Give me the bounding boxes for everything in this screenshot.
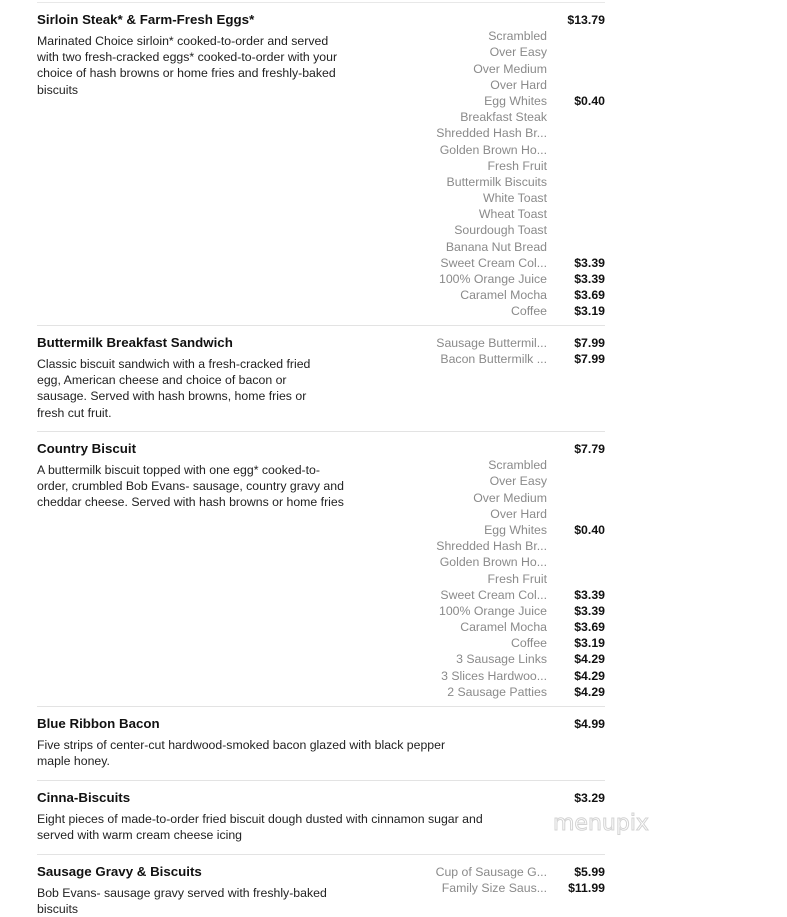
option-price: $4.99 [574, 717, 605, 731]
menu-item-cinna-biscuits [37, 780, 605, 854]
option-row [405, 77, 605, 93]
option-row [405, 603, 605, 619]
menu-item-sausage-gravy-biscuits [37, 854, 605, 917]
option-price: $3.39 [574, 587, 605, 602]
option-row [405, 142, 605, 158]
option-name: Over Hard [490, 506, 547, 521]
option-name: Cup of Sausage G... [435, 865, 547, 879]
option-row [405, 522, 605, 538]
option-price [547, 506, 605, 522]
option-row [405, 457, 605, 473]
menu-item-country-biscuit [37, 431, 605, 706]
option-price: $3.19 [574, 636, 605, 651]
option-row [405, 651, 605, 667]
option-price [547, 206, 605, 222]
option-name: Caramel Mocha [460, 620, 547, 635]
option-row [405, 222, 605, 238]
item-description: Marinated Choice sirloin* cooked-to-order and served with two fresh-cracked eggs* cooked-to-order with your choice of hash browns or home fries and freshly-baked biscuits [37, 34, 338, 97]
option-row [405, 44, 605, 60]
menu-item-blue-ribbon-bacon [37, 706, 605, 780]
option-row [405, 12, 605, 28]
item-name: Country Biscuit [37, 441, 136, 456]
option-price: $0.40 [574, 93, 605, 108]
option-row [405, 206, 605, 222]
option-name: White Toast [482, 191, 547, 206]
option-price [547, 174, 605, 190]
option-price: $4.29 [574, 652, 605, 667]
option-name: Scrambled [488, 458, 547, 473]
option-row [405, 790, 605, 806]
option-row [405, 716, 605, 732]
option-name: 3 Sausage Links [456, 652, 547, 667]
option-row [405, 125, 605, 141]
option-name: Scrambled [488, 29, 547, 44]
item-options [405, 716, 605, 732]
option-name: Buttermilk Biscuits [446, 174, 547, 189]
option-name: Sweet Cream Col... [440, 587, 547, 602]
option-price [547, 222, 605, 238]
option-name: Coffee [510, 304, 547, 319]
option-name: Over Medium [473, 61, 547, 76]
option-name: Over Easy [489, 45, 547, 60]
menu-item-sirloin-steak-eggs [37, 2, 605, 325]
item-options [405, 12, 605, 320]
option-name: Shredded Hash Br... [436, 539, 547, 554]
option-row [405, 619, 605, 635]
option-price [547, 28, 605, 44]
option-row [405, 158, 605, 174]
option-name: Over Easy [489, 474, 547, 489]
menu-list [37, 2, 605, 917]
option-row [405, 239, 605, 255]
option-row [405, 190, 605, 206]
option-row [405, 880, 605, 896]
option-price [547, 190, 605, 206]
option-row [405, 61, 605, 77]
option-price [547, 473, 605, 489]
option-row [405, 684, 605, 700]
option-price: $4.29 [574, 684, 605, 699]
option-price: $3.29 [574, 791, 605, 805]
option-name: Coffee [510, 636, 547, 651]
item-name: Cinna-Biscuits [37, 790, 131, 805]
menupix-watermark: menupix [553, 811, 649, 836]
option-price [547, 44, 605, 60]
option-name: Wheat Toast [478, 207, 547, 222]
option-row [405, 506, 605, 522]
option-name [417, 441, 547, 457]
option-price [547, 109, 605, 125]
option-row [405, 174, 605, 190]
option-name: Banana Nut Bread [445, 239, 547, 254]
option-name: Breakfast Steak [460, 110, 547, 125]
option-price: $7.79 [574, 442, 605, 456]
item-options [405, 441, 605, 700]
option-name: 3 Slices Hardwoo... [441, 668, 547, 683]
option-name: Sweet Cream Col... [440, 255, 547, 270]
option-row [405, 271, 605, 287]
option-price: $7.99 [574, 336, 605, 350]
option-price [547, 61, 605, 77]
option-row [405, 864, 605, 880]
option-name: Golden Brown Ho... [439, 142, 547, 157]
option-price [547, 571, 605, 587]
option-name: Family Size Saus... [441, 881, 547, 896]
option-row [405, 473, 605, 489]
item-description: Five strips of center-cut hardwood-smoked bacon glazed with black pepper maple honey. [37, 738, 446, 769]
option-name: Egg Whites [484, 93, 547, 108]
item-description: Eight pieces of made-to-order fried biscuit dough dusted with cinnamon sugar and served with warm cream cheese icing [37, 812, 483, 843]
option-name: Fresh Fruit [487, 158, 547, 173]
item-name: Sausage Gravy & Biscuits [37, 864, 202, 879]
option-name: Fresh Fruit [487, 571, 547, 586]
option-row [405, 668, 605, 684]
item-options [405, 335, 605, 367]
item-options [405, 864, 605, 896]
option-name [417, 790, 547, 806]
menu-item-buttermilk-breakfast-sandwich [37, 325, 605, 431]
option-price: $3.69 [574, 620, 605, 635]
item-name: Blue Ribbon Bacon [37, 716, 160, 731]
option-row [405, 28, 605, 44]
item-description: Classic biscuit sandwich with a fresh-cracked fried egg, American cheese and choice of bacon or sausage. Served with hash browns, home fries or fresh cut fruit. [37, 357, 311, 420]
item-description: Bob Evans- sausage gravy served with freshly-baked biscuits [37, 886, 327, 917]
option-price: $3.39 [574, 255, 605, 270]
option-price: $7.99 [574, 352, 605, 367]
option-price: $0.40 [574, 522, 605, 537]
option-name: Bacon Buttermilk ... [440, 352, 547, 367]
option-price: $3.39 [574, 272, 605, 286]
item-options [405, 790, 605, 806]
option-name [417, 12, 547, 28]
option-name [417, 716, 547, 732]
option-price: $11.99 [568, 881, 605, 896]
option-row [405, 303, 605, 319]
option-price [547, 158, 605, 174]
item-name: Buttermilk Breakfast Sandwich [37, 335, 233, 350]
option-row [405, 635, 605, 651]
option-price: $3.69 [574, 288, 605, 303]
option-price: $5.99 [574, 865, 605, 879]
item-description: A buttermilk biscuit topped with one egg* cooked-to-order, crumbled Bob Evans- sausage, country gravy and cheddar cheese. Served with hash browns or home fries [37, 463, 344, 510]
option-row [405, 538, 605, 554]
option-price: $3.19 [574, 304, 605, 319]
option-name: Shredded Hash Br... [436, 126, 547, 141]
option-price: $3.39 [574, 603, 605, 618]
option-row [405, 490, 605, 506]
option-row [405, 335, 605, 351]
option-row [405, 287, 605, 303]
option-row [405, 255, 605, 271]
option-price [547, 125, 605, 141]
option-row [405, 554, 605, 570]
option-price [547, 538, 605, 554]
option-row [405, 109, 605, 125]
option-name: 100% Orange Juice [438, 603, 547, 618]
item-name: Sirloin Steak* & Farm-Fresh Eggs* [37, 12, 255, 27]
option-name: Over Hard [490, 77, 547, 92]
option-name: Caramel Mocha [460, 288, 547, 303]
option-name: Sausage Buttermil... [436, 336, 547, 350]
option-name: Egg Whites [484, 522, 547, 537]
option-price [547, 457, 605, 473]
option-name: Sourdough Toast [454, 223, 547, 238]
option-price [547, 77, 605, 93]
option-price [547, 490, 605, 506]
option-price [547, 239, 605, 255]
option-price: $13.79 [567, 13, 605, 27]
option-price: $4.29 [574, 668, 605, 683]
option-row [405, 351, 605, 367]
option-name: 100% Orange Juice [438, 272, 547, 286]
option-name: Over Medium [473, 490, 547, 505]
option-row [405, 93, 605, 109]
option-name: 2 Sausage Patties [447, 684, 547, 699]
option-price [547, 554, 605, 570]
option-name: Golden Brown Ho... [439, 555, 547, 570]
option-row [405, 571, 605, 587]
option-row [405, 441, 605, 457]
option-price [547, 142, 605, 158]
option-row [405, 587, 605, 603]
